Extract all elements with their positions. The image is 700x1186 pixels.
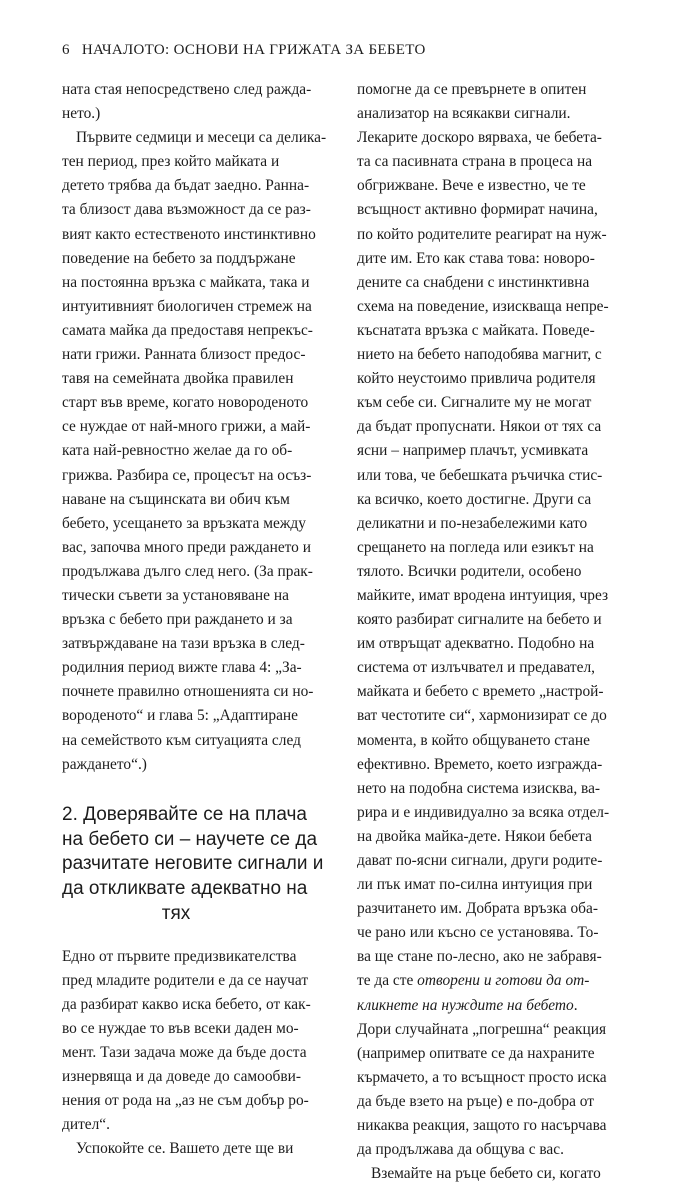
text-line: интуитивният биологичен стремеж на	[62, 297, 312, 315]
text-line: старт във време, когато новороденото	[62, 394, 309, 412]
text-line: вороденото“ и глава 5: „Адаптиране	[62, 707, 298, 725]
text-line: ната стая непосредствено след ражда-	[62, 81, 312, 98]
text-line: бебето, усещането за връзката между	[62, 514, 306, 532]
text-line: срещането на погледа или езикът на	[357, 538, 594, 556]
heading-line: да откликвате адекватно на	[62, 878, 308, 900]
text-line: разчитането им. Добрата връзка оба-	[357, 900, 598, 918]
text-line: Успокойте се. Вашето дете ще ви	[76, 1140, 294, 1158]
text-line: ват честотите си“, хармонизират се до	[357, 707, 607, 725]
text-line: че рано или късно се установява. То-	[357, 924, 599, 942]
text-line: кърмачето, а то всъщност просто иска	[357, 1068, 607, 1086]
text-line: ефективно. Времето, което изгражда-	[357, 755, 603, 773]
text-line: връзка с бебето при раждането и за	[62, 611, 293, 629]
text-line: та са пасивната страна в процеса на	[357, 153, 593, 171]
text-line: момента, в който общуването стане	[357, 731, 590, 749]
paragraph	[62, 126, 327, 777]
text-line: во се нуждае то във всеки даден мо-	[62, 1019, 299, 1037]
text-line: тически съвети за установяване на	[62, 586, 289, 604]
text-line: на семейството към ситуацията след	[62, 731, 301, 749]
text-line: нето.)	[62, 105, 101, 123]
text-line	[357, 969, 619, 993]
text-line: помогне да се превърнете в опитен	[357, 81, 587, 98]
chapter-title: НАЧАЛОТО: ОСНОВИ НА ГРИЖАТА ЗА БЕБЕТО	[81, 42, 426, 58]
text-line: дените са снабдени с инстинктивна	[357, 273, 590, 291]
text-line: поведение на бебето за поддържане	[62, 249, 296, 267]
text-line: ката най-ревностно желае да го об-	[62, 442, 293, 460]
text-line: дават по-ясни сигнали, други родите-	[357, 852, 603, 869]
text-line: да бъдат пропуснати. Някои от тях са	[357, 418, 602, 436]
paragraph	[62, 945, 320, 1138]
text-line: изнервяща и да доведе до самообви-	[62, 1068, 301, 1086]
text-line: пред младите родители е да се научат	[62, 971, 309, 989]
text-line: рира и е индивидуално за всяка отдел-	[357, 803, 610, 821]
text-line: схема на поведение, изискваща непре-	[357, 297, 609, 315]
text-line: ка всичко, което достигне. Други са	[357, 490, 592, 508]
text-line: почнете правилно отношенията си но-	[62, 683, 314, 701]
emphasis-block	[357, 969, 619, 1017]
text-line: Първите седмици и месеци са делика-	[76, 129, 327, 147]
text-line: детето трябва да бъдат заедно. Ранна-	[62, 177, 310, 195]
text-line: никаква реакция, защото го насърчава	[357, 1117, 607, 1135]
text-line: на двойка майка-дете. Някои бебета	[357, 827, 592, 845]
text-line: всъщност активно формират начина,	[357, 201, 598, 219]
heading-line: 2. Доверявайте се на плача	[62, 803, 307, 825]
paragraph	[62, 78, 320, 126]
text-line: ясни – например плачът, усмивката	[357, 442, 589, 460]
text-line: тялото. Всички родители, особено	[357, 562, 582, 580]
running-header	[62, 42, 426, 59]
text-run: те да сте	[357, 972, 418, 990]
text-line: анализатор на всякакви сигнали.	[357, 105, 571, 123]
text-line: Едно от първите предизвикателства	[62, 947, 297, 965]
text-line: който неустоимо привлича родителя	[357, 370, 596, 388]
text-line: нето на подобна система изисква, ва-	[357, 779, 601, 797]
text-line: система от излъчвател и предавател,	[357, 659, 595, 677]
text-line: им отвръщат адекватно. Подобно на	[357, 635, 595, 653]
italic-emphasis: отворени и готови да от-	[417, 972, 590, 990]
text-line: да бъде взето на ръце) е по-добра от	[357, 1092, 594, 1110]
text-line: Вземайте на ръце бебето си, когато	[371, 1165, 601, 1183]
text-line: на постоянна връзка с майката, така и	[62, 273, 310, 291]
text-line: тен период, през който майката и	[62, 153, 280, 171]
text-line: към себе си. Сигналите му не могат	[357, 394, 592, 412]
text-line: вас, започва много преди раждането и	[62, 538, 311, 556]
text-line	[357, 994, 619, 1018]
text-line: вият както естественото инстинктивно	[62, 225, 316, 243]
text-line: нения от рода на „аз не съм добър ро-	[62, 1092, 309, 1110]
text-line: която разбират сигналите на бебето и	[357, 611, 602, 629]
text-line: ва ще стане по-лесно, ако не забравя-	[357, 948, 602, 966]
text-line: та близост дава възможност да се раз-	[62, 201, 311, 219]
text-line: затвърждаване на тази връзка в след-	[62, 635, 305, 653]
text-line: или това, че бебешката ръчичка стис-	[357, 466, 603, 484]
text-line: родилния период вижте глава 4: „За-	[62, 659, 302, 677]
heading-line: разчитате неговите сигнали и	[62, 853, 324, 875]
text-line: раждането“.)	[62, 755, 147, 773]
text-line: грижва. Разбира се, процесът на осъз-	[62, 466, 312, 484]
text-line: деликатни и по-незабележими като	[357, 514, 588, 532]
text-line: дите им. Ето как става това: новоро-	[357, 249, 595, 267]
text-line: ли пък имат по-силна интуиция при	[357, 876, 593, 894]
page-number: 6	[62, 42, 70, 58]
text-line: обгрижване. Вече е известно, че те	[357, 177, 586, 195]
text-run: .	[573, 996, 578, 1014]
right-column	[357, 78, 619, 1186]
text-line: наване на същинската ви обич към	[62, 490, 290, 508]
text-line: майката и бебето с времето „настрой-	[357, 683, 604, 701]
text-line: мент. Тази задача може да бъде доста	[62, 1044, 307, 1062]
paragraph	[357, 1162, 619, 1186]
section-heading	[62, 803, 324, 927]
heading-line: на бебето си – научете се да	[62, 828, 318, 850]
paragraph	[357, 1018, 619, 1163]
heading-line: тях	[161, 902, 191, 924]
text-line: да продължава да общува с вас.	[357, 1141, 564, 1159]
text-line: се нуждае от най-много грижи, а май-	[62, 418, 311, 436]
text-line: къснатата връзка с майката. Поведе-	[357, 321, 595, 339]
text-line: нати грижи. Ранната близост предос-	[62, 346, 306, 364]
italic-emphasis: кликнете на нуждите на бебето	[357, 996, 574, 1014]
text-line: да разбират какво иска бебето, от как-	[62, 995, 311, 1013]
text-line: майките, имат вродена интуиция, чрез	[357, 586, 609, 604]
left-column	[62, 78, 327, 1162]
text-line: продължава дълго след него. (За прак-	[62, 562, 313, 580]
text-line: нието на бебето наподобява магнит, с	[357, 346, 602, 364]
text-line: самата майка да предоставя непрекъс-	[62, 321, 313, 339]
text-line: Дори случайната „погрешна“ реакция	[357, 1020, 607, 1038]
text-line: (например опитвате се да нахраните	[357, 1044, 595, 1062]
paragraph	[357, 78, 619, 969]
text-line: Лекарите доскоро вярваха, че бебета-	[357, 129, 602, 147]
text-line: тавя на семейната двойка правилен	[62, 370, 294, 388]
paragraph	[62, 1137, 320, 1161]
text-line: дител“.	[62, 1116, 110, 1134]
text-line: по който родителите реагират на нуж-	[357, 225, 607, 243]
